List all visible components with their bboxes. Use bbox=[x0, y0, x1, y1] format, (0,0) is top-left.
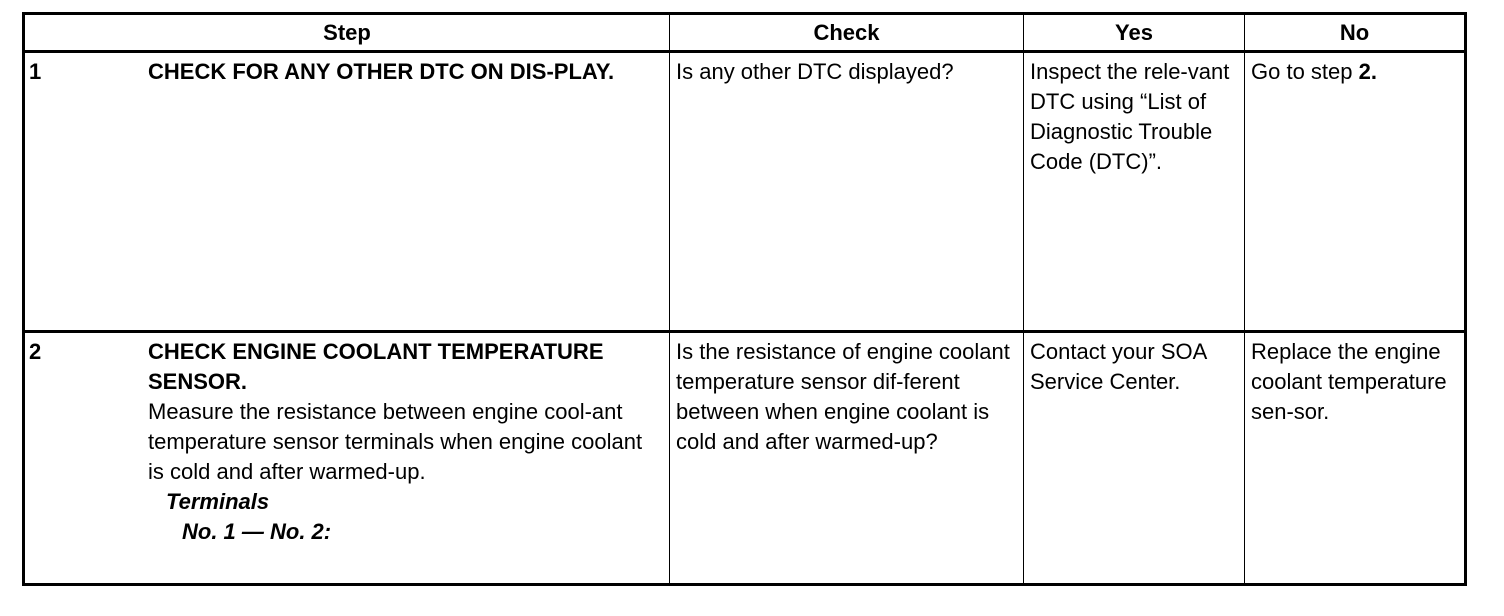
yes-cell bbox=[1024, 52, 1245, 332]
check-cell bbox=[670, 52, 1024, 332]
step-cell bbox=[24, 332, 670, 585]
step-number: 2 bbox=[29, 339, 42, 364]
no-prefix: Go to step bbox=[1251, 59, 1353, 84]
no-text bbox=[1245, 53, 1464, 87]
check-cell bbox=[670, 332, 1024, 585]
check-text: Is any other DTC displayed? bbox=[676, 59, 954, 84]
table-header-row bbox=[24, 14, 1466, 52]
step-title: CHECK FOR ANY OTHER DTC ON DIS-PLAY. bbox=[148, 59, 615, 84]
step-body bbox=[148, 57, 663, 87]
step-body bbox=[148, 337, 663, 547]
yes-cell bbox=[1024, 332, 1245, 585]
table-row bbox=[24, 52, 1466, 332]
no-step-ref: 2. bbox=[1358, 59, 1377, 84]
header-step: Step bbox=[24, 14, 670, 52]
terminals-value: No. 1 — No. 2: bbox=[182, 519, 332, 544]
no-cell bbox=[1245, 52, 1466, 332]
header-yes: Yes bbox=[1024, 14, 1245, 52]
yes-text: Inspect the rele-vant DTC using “List of Diagnostic Trouble Code (DTC)”. bbox=[1030, 59, 1230, 174]
step-title: CHECK ENGINE COOLANT TEMPERATURE SENSOR. bbox=[148, 339, 604, 394]
diagnostic-table bbox=[22, 12, 1467, 586]
no-cell bbox=[1245, 332, 1466, 585]
no-text: Replace the engine coolant temperature sen-sor. bbox=[1251, 339, 1447, 424]
terminals-label: Terminals bbox=[166, 489, 270, 514]
check-text: Is the resistance of engine coolant temperature sensor dif-ferent between when engine coolant is cold and after warmed-up? bbox=[676, 339, 1010, 454]
step-cell bbox=[24, 52, 670, 332]
table-row bbox=[24, 332, 1466, 585]
header-no: No bbox=[1245, 14, 1466, 52]
yes-text: Contact your SOA Service Center. bbox=[1030, 339, 1207, 394]
step-number: 1 bbox=[29, 59, 42, 84]
header-check: Check bbox=[670, 14, 1024, 52]
step-instruction: Measure the resistance between engine cool-ant temperature sensor terminals when engine coolant is cold and after warmed-up. bbox=[148, 399, 643, 484]
